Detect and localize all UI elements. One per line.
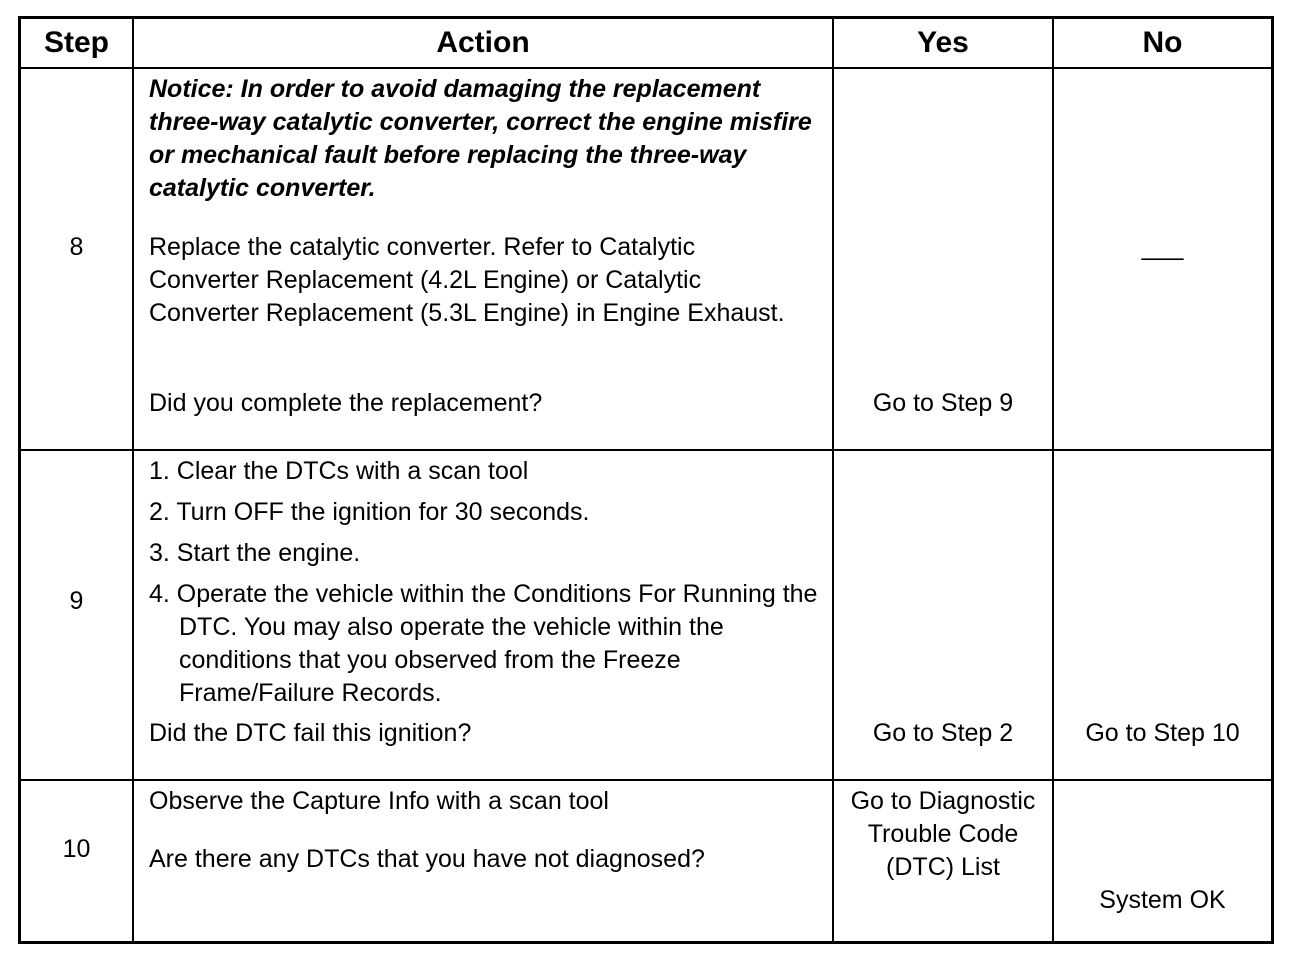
table-row-step-10	[21, 781, 1271, 941]
header-no: No	[1142, 26, 1183, 59]
list-item: 4. Operate the vehicle within the Conditions For Running the DTC. You may also operate the vehicle within the conditions that you observed from the Freeze Frame/Failure Records.	[149, 580, 818, 707]
step-cell	[21, 781, 134, 941]
yes-cell	[834, 781, 1054, 941]
no-result: ___	[1141, 233, 1184, 261]
question-text: Did the DTC fail this ignition?	[149, 719, 472, 747]
list-item: 1. Clear the DTCs with a scan tool	[149, 457, 529, 485]
no-cell	[1054, 69, 1271, 449]
notice-text: Notice: In order to avoid damaging the replacement three-way catalytic converter, correct the engine misfire or mechanical fault before replacing the three-way catalytic converter.	[149, 75, 812, 202]
step-cell	[21, 69, 134, 449]
step-number: 9	[69, 587, 84, 615]
yes-cell	[834, 451, 1054, 779]
step-cell	[21, 451, 134, 779]
diagnostic-table	[18, 16, 1274, 944]
header-row	[21, 19, 1271, 69]
step-number: 10	[62, 835, 91, 863]
no-cell	[1054, 451, 1271, 779]
question-text: Are there any DTCs that you have not diagnosed?	[149, 845, 705, 873]
yes-result: Go to Diagnostic Trouble Code (DTC) List	[850, 787, 1036, 881]
yes-result: Go to Step 9	[872, 389, 1014, 417]
question-text: Did you complete the replacement?	[149, 389, 543, 417]
table-row-step-9	[21, 451, 1271, 781]
list-item: 3. Start the engine.	[149, 539, 361, 567]
no-result: System OK	[1099, 886, 1226, 914]
step-number: 8	[69, 233, 84, 261]
header-step: Step	[21, 19, 134, 67]
yes-result: Go to Step 2	[872, 719, 1014, 747]
header-action: Action	[134, 19, 834, 67]
table-row-step-8	[21, 69, 1271, 451]
list-item: 2. Turn OFF the ignition for 30 seconds.	[149, 498, 590, 526]
yes-cell	[834, 69, 1054, 449]
action-cell	[134, 781, 834, 941]
instruction-text: Observe the Capture Info with a scan tool	[149, 787, 609, 815]
instruction-text: Replace the catalytic converter. Refer to Catalytic Converter Replacement (4.2L Engine) or Catalytic Converter Replacement (5.3L Engine) in Engine Exhaust.	[149, 233, 785, 327]
header-yes: Yes	[834, 19, 1054, 67]
action-cell	[134, 451, 834, 779]
no-result: Go to Step 10	[1085, 719, 1240, 747]
no-cell	[1054, 781, 1271, 941]
action-cell	[134, 69, 834, 449]
